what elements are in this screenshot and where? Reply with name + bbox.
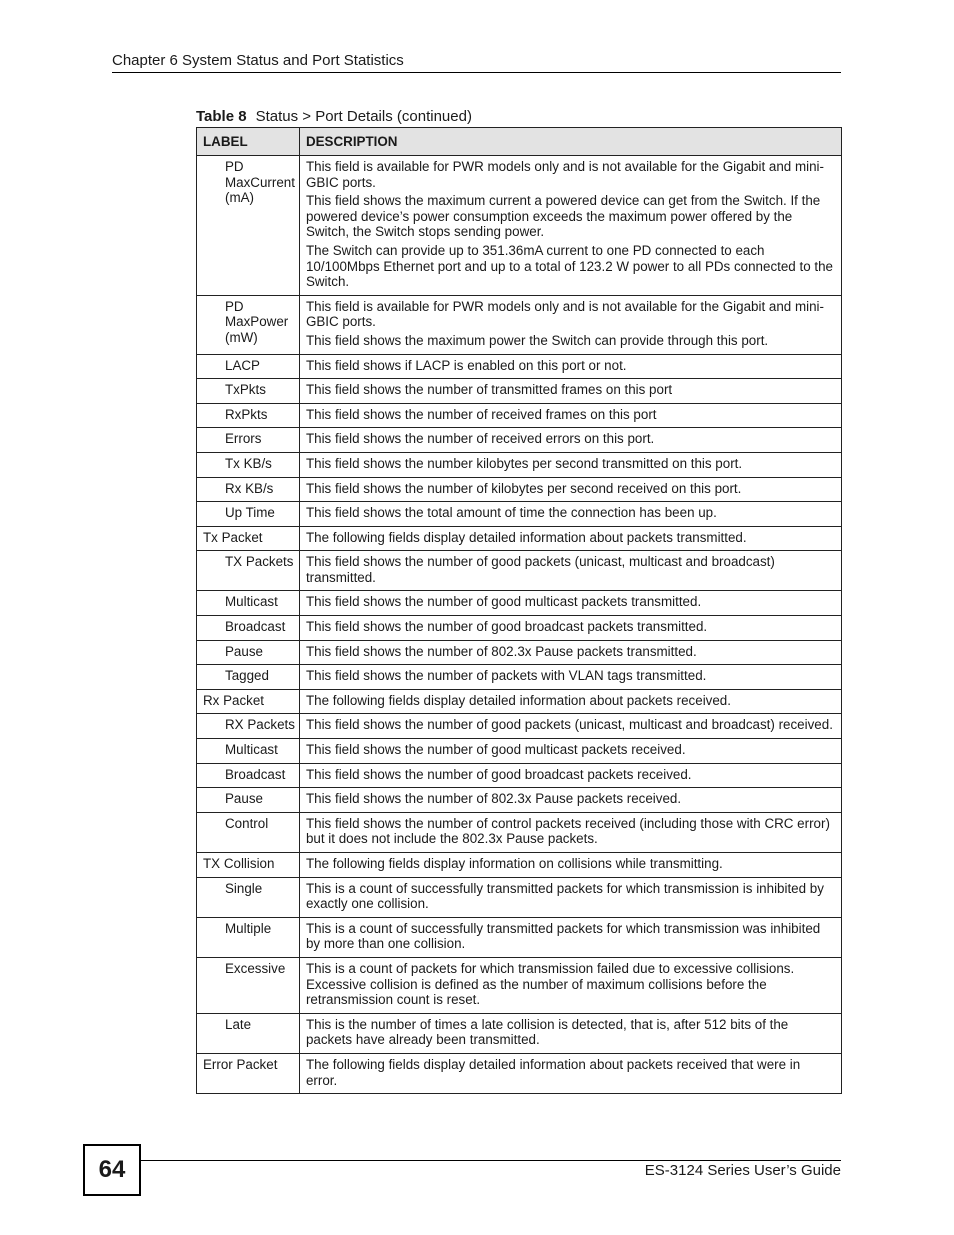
table-row bbox=[197, 379, 842, 404]
description-paragraph: This field shows the maximum current a powered device can get from the Switch. If the powered device’s power consumption exceeds the maximum power offered by the Switch, the Switch stops sending power. bbox=[305, 193, 821, 240]
table-row bbox=[197, 957, 842, 1013]
row-label: RX Packets bbox=[197, 714, 300, 739]
guide-title: ES-3124 Series User’s Guide bbox=[644, 1162, 841, 1179]
row-label: Pause bbox=[197, 788, 300, 813]
table-row bbox=[197, 452, 842, 477]
row-description bbox=[299, 689, 841, 714]
row-label: Up Time bbox=[197, 502, 300, 527]
row-description bbox=[299, 526, 841, 551]
row-label: PD MaxCurrent (mA) bbox=[197, 156, 300, 296]
row-description bbox=[299, 295, 841, 354]
row-label: TX Collision bbox=[197, 853, 300, 878]
row-description bbox=[299, 763, 841, 788]
description-paragraph: This is a count of packets for which transmission failed due to excessive collisions. Excessive collision is defined as the number of maximum collisions before the retransmission count is reset. bbox=[305, 960, 795, 1008]
row-label: Tx Packet bbox=[197, 526, 300, 551]
table-row bbox=[197, 812, 842, 852]
table-row bbox=[197, 354, 842, 379]
row-description bbox=[299, 551, 841, 591]
row-description bbox=[299, 591, 841, 616]
row-description bbox=[299, 477, 841, 502]
table-row bbox=[197, 1053, 842, 1093]
description-paragraph: This field shows the maximum power the Switch can provide through this port. bbox=[305, 332, 769, 348]
column-header-description: DESCRIPTION bbox=[299, 128, 841, 156]
table-row bbox=[197, 502, 842, 527]
row-label: Late bbox=[197, 1013, 300, 1053]
description-paragraph: This field shows the number of good packets (unicast, multicast and broadcast) received. bbox=[305, 717, 833, 733]
row-description bbox=[299, 665, 841, 690]
row-label: Pause bbox=[197, 640, 300, 665]
row-label: Single bbox=[197, 877, 300, 917]
row-label: Multicast bbox=[197, 591, 300, 616]
row-description bbox=[299, 877, 841, 917]
description-paragraph: This field shows the number of transmitted frames on this port bbox=[305, 382, 673, 398]
row-description bbox=[299, 502, 841, 527]
description-paragraph: The following fields display detailed information about packets received. bbox=[305, 692, 731, 708]
row-label: Errors bbox=[197, 428, 300, 453]
description-paragraph: This field shows the number of received errors on this port. bbox=[305, 431, 655, 447]
table-row bbox=[197, 665, 842, 690]
table-row bbox=[197, 1013, 842, 1053]
table-caption-text: Status > Port Details (continued) bbox=[255, 108, 472, 125]
row-label: Control bbox=[197, 812, 300, 852]
table-row bbox=[197, 739, 842, 764]
table-row bbox=[197, 689, 842, 714]
description-paragraph: This field shows the number of packets with VLAN tags transmitted. bbox=[305, 668, 707, 684]
description-paragraph: The following fields display detailed information about packets transmitted. bbox=[305, 529, 747, 545]
page-number: 64 bbox=[83, 1144, 141, 1196]
row-label: TX Packets bbox=[197, 551, 300, 591]
table-row bbox=[197, 295, 842, 354]
description-paragraph: The following fields display information on collisions while transmitting. bbox=[305, 856, 723, 871]
table-header-row bbox=[197, 128, 842, 156]
row-label: Tx KB/s bbox=[197, 452, 300, 477]
row-label: Excessive bbox=[197, 957, 300, 1013]
row-label: Tagged bbox=[197, 665, 300, 690]
row-description bbox=[299, 452, 841, 477]
table-row bbox=[197, 714, 842, 739]
description-paragraph: This field shows the number of good packets (unicast, multicast and broadcast) transmitted. bbox=[305, 554, 775, 585]
description-paragraph: This field shows the number of good broadcast packets transmitted. bbox=[305, 619, 708, 635]
row-description bbox=[299, 616, 841, 641]
row-label: Broadcast bbox=[197, 763, 300, 788]
row-label: TxPkts bbox=[197, 379, 300, 404]
row-description bbox=[299, 739, 841, 764]
chapter-header: Chapter 6 System Status and Port Statistics bbox=[112, 52, 841, 73]
description-paragraph: This field shows the number of kilobytes per second received on this port. bbox=[305, 480, 742, 496]
row-description bbox=[299, 156, 841, 296]
row-description bbox=[299, 403, 841, 428]
table-body bbox=[197, 156, 842, 1094]
description-paragraph: This is the number of times a late collision is detected, that is, after 512 bits of the packets have already been transmitted. bbox=[305, 1016, 789, 1048]
table-row bbox=[197, 763, 842, 788]
table-row bbox=[197, 403, 842, 428]
row-label: Broadcast bbox=[197, 616, 300, 641]
row-label: Multicast bbox=[197, 739, 300, 764]
row-label: Multiple bbox=[197, 917, 300, 957]
description-paragraph: This field shows the number of control packets received (including those with CRC error) but it does not include the 802.3x Pause packets. bbox=[305, 815, 830, 847]
table-row bbox=[197, 477, 842, 502]
description-paragraph: This is a count of successfully transmitted packets for which transmission was inhibited by more than one collision. bbox=[305, 920, 821, 952]
port-details-table bbox=[196, 127, 842, 1094]
row-label: Error Packet bbox=[197, 1053, 300, 1093]
description-paragraph: This is a count of successfully transmitted packets for which transmission is inhibited by exactly one collision. bbox=[305, 880, 824, 912]
description-paragraph: This field shows the number of good multicast packets received. bbox=[305, 742, 686, 758]
table-row bbox=[197, 640, 842, 665]
table-caption bbox=[196, 108, 472, 125]
row-description bbox=[299, 853, 841, 878]
row-description bbox=[299, 640, 841, 665]
column-header-label: LABEL bbox=[197, 128, 300, 156]
row-description bbox=[299, 957, 841, 1013]
description-paragraph: This field shows the total amount of time the connection has been up. bbox=[305, 505, 717, 521]
row-label: PD MaxPower (mW) bbox=[197, 295, 300, 354]
table-row bbox=[197, 853, 842, 878]
description-paragraph: This field shows the number of received frames on this port bbox=[305, 406, 657, 422]
row-label: Rx Packet bbox=[197, 689, 300, 714]
description-paragraph: This field shows the number of good multicast packets transmitted. bbox=[305, 594, 702, 610]
table-row bbox=[197, 877, 842, 917]
description-paragraph: This field shows the number kilobytes per second transmitted on this port. bbox=[305, 455, 743, 471]
description-paragraph: This field is available for PWR models only and is not available for the Gigabit and mini-GBIC ports. bbox=[305, 159, 824, 190]
table-row bbox=[197, 616, 842, 641]
description-paragraph: The Switch can provide up to 351.36mA current to one PD connected to each 10/100Mbps Ethernet port and up to a total of 123.2 W power to all PDs connected to the Switch. bbox=[305, 242, 833, 290]
table-row bbox=[197, 526, 842, 551]
description-paragraph: This field shows the number of 802.3x Pause packets transmitted. bbox=[305, 643, 697, 659]
row-label: RxPkts bbox=[197, 403, 300, 428]
description-paragraph: This field is available for PWR models only and is not available for the Gigabit and mini-GBIC ports. bbox=[305, 298, 824, 330]
row-description bbox=[299, 1053, 841, 1093]
row-description bbox=[299, 379, 841, 404]
row-description bbox=[299, 812, 841, 852]
row-description bbox=[299, 788, 841, 813]
table-row bbox=[197, 551, 842, 591]
description-paragraph: This field shows if LACP is enabled on this port or not. bbox=[305, 357, 627, 373]
row-description bbox=[299, 1013, 841, 1053]
row-description bbox=[299, 917, 841, 957]
description-paragraph: This field shows the number of good broadcast packets received. bbox=[305, 766, 692, 782]
table-row bbox=[197, 156, 842, 296]
table-caption-label: Table 8 bbox=[196, 108, 247, 125]
table-row bbox=[197, 591, 842, 616]
row-description bbox=[299, 714, 841, 739]
row-description bbox=[299, 354, 841, 379]
footer-rule bbox=[140, 1160, 841, 1161]
table-row bbox=[197, 788, 842, 813]
description-paragraph: This field shows the number of 802.3x Pause packets received. bbox=[305, 791, 682, 807]
table-row bbox=[197, 917, 842, 957]
table-row bbox=[197, 428, 842, 453]
description-paragraph: The following fields display detailed information about packets received that were in error. bbox=[305, 1056, 801, 1088]
row-label: Rx KB/s bbox=[197, 477, 300, 502]
row-label: LACP bbox=[197, 354, 300, 379]
row-description bbox=[299, 428, 841, 453]
